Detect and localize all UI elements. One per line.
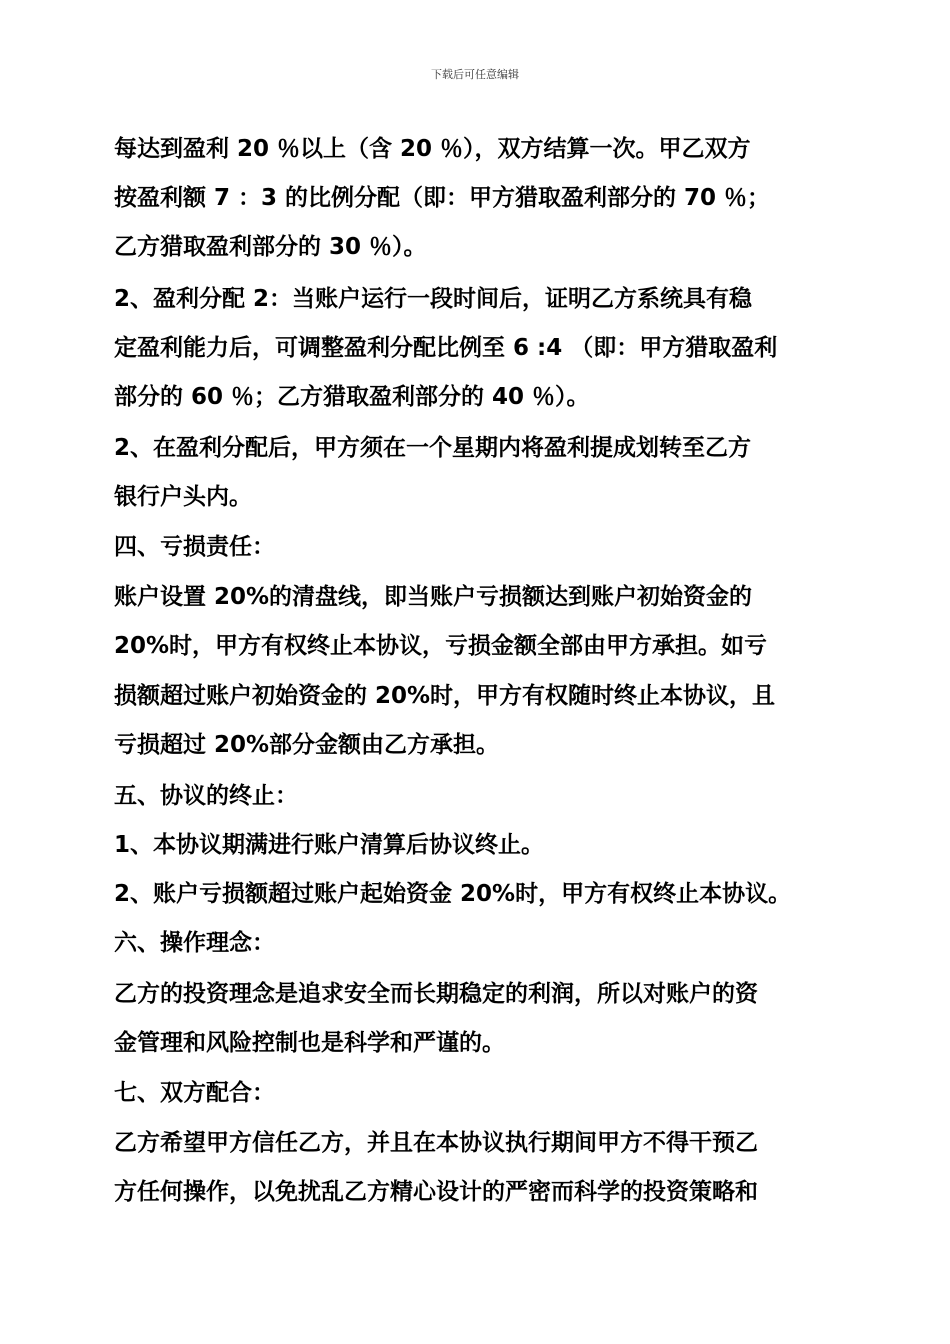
paragraph-line: 定盈利能力后，可调整盈利分配比例至 6 :4 （即：甲方猎取盈利 xyxy=(114,335,778,361)
paragraph-line: 1、本协议期满进行账户清算后协议终止。 xyxy=(114,832,545,858)
paragraph-line: 乙方希望甲方信任乙方，并且在本协议执行期间甲方不得干预乙 xyxy=(114,1130,758,1156)
paragraph-line: 每达到盈利 20 ％以上（含 20 ％），双方结算一次。甲乙双方 xyxy=(114,136,751,162)
section-heading: 六、操作理念： xyxy=(114,930,275,956)
section-heading: 七、双方配合： xyxy=(114,1080,275,1106)
paragraph-line: 乙方猎取盈利部分的 30 ％）。 xyxy=(114,234,427,260)
paragraph-line: 方任何操作，以免扰乱乙方精心设计的严密而科学的投资策略和 xyxy=(114,1179,758,1205)
paragraph-line: 金管理和风险控制也是科学和严谨的。 xyxy=(114,1030,505,1056)
paragraph-line: 2、盈利分配 2：当账户运行一段时间后，证明乙方系统具有稳 xyxy=(114,286,753,312)
paragraph-line: 2、在盈利分配后，甲方须在一个星期内将盈利提成划转至乙方 xyxy=(114,435,752,461)
paragraph-line: 账户设置 20%的清盘线，即当账户亏损额达到账户初始资金的 xyxy=(114,584,753,610)
section-heading: 五、协议的终止： xyxy=(114,783,298,809)
paragraph-line: 银行户头内。 xyxy=(114,484,252,510)
paragraph-line: 乙方的投资理念是追求安全而长期稳定的利润，所以对账户的资 xyxy=(114,981,758,1007)
paragraph-line: 20%时，甲方有权终止本协议，亏损金额全部由甲方承担。如亏 xyxy=(114,633,768,659)
paragraph-line: 损额超过账户初始资金的 20%时，甲方有权随时终止本协议，且 xyxy=(114,683,776,709)
paragraph-line: 部分的 60 ％；乙方猎取盈利部分的 40 ％）。 xyxy=(114,384,590,410)
section-heading: 四、亏损责任： xyxy=(114,534,275,560)
paragraph-line: 亏损超过 20%部分金额由乙方承担。 xyxy=(114,732,500,758)
paragraph-line: 按盈利额 7 ：3 的比例分配（即：甲方猎取盈利部分的 70 ％； xyxy=(114,185,771,211)
page-header-note: 下载后可任意编辑 xyxy=(431,68,519,81)
paragraph-line: 2、账户亏损额超过账户起始资金 20%时，甲方有权终止本协议。 xyxy=(114,881,792,907)
